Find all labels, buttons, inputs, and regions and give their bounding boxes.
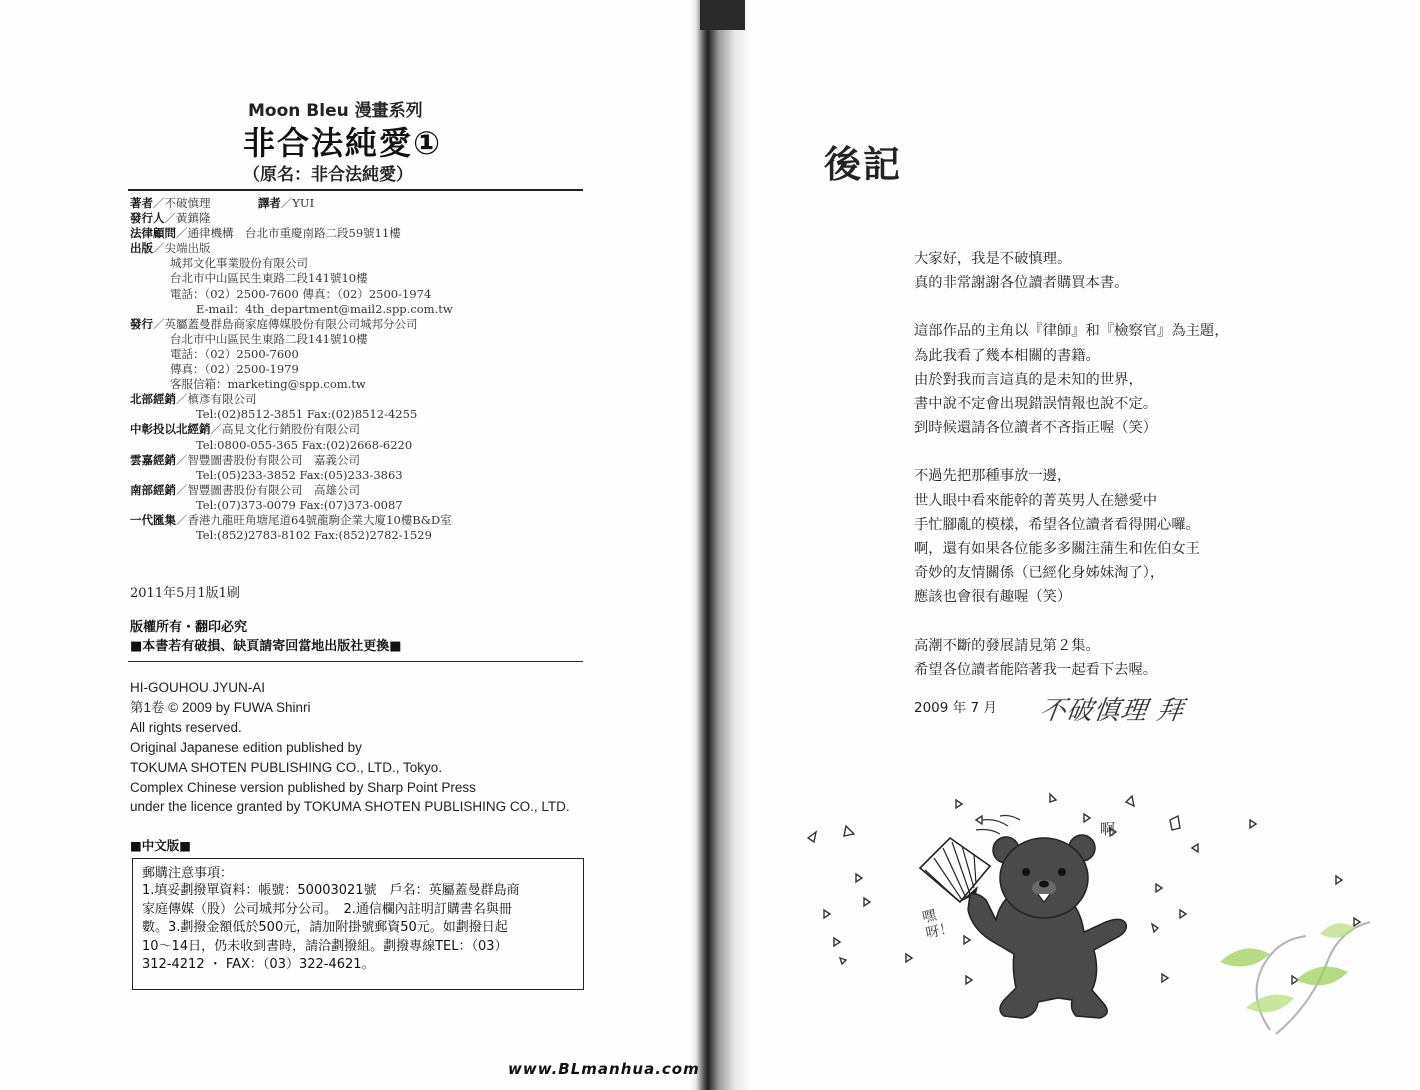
- afterword-text: [914, 247, 1334, 706]
- copyright-line: HI-GOUHOU JYUN-AI: [130, 680, 265, 695]
- fan-icon: [920, 838, 990, 902]
- afterword-line: 到時候還請各位讀者不吝指正喔（笑）: [914, 420, 1158, 437]
- afterword-line: 真的非常謝謝各位讀者購買本書。: [914, 275, 1129, 292]
- legal-label: 法律顧問: [130, 226, 176, 241]
- copyright-line: under the licence granted by TOKUMA SHOTEN PUBLISHING CO., LTD.: [130, 799, 570, 815]
- distributor-row: [130, 513, 610, 528]
- bear-illustration: [800, 790, 1380, 1040]
- rights-divider: [128, 661, 583, 662]
- distributor-contact: Tel:(05)233-3852 Fax:(05)233-3863: [196, 467, 403, 482]
- distributor-contact: Tel:(02)8512-3851 Fax:(02)8512-4255: [196, 407, 418, 422]
- afterword-line: 高潮不斷的發展請見第２集。: [914, 637, 1100, 654]
- afterword-line: 為此我看了幾本相關的書籍。: [914, 347, 1100, 364]
- distributor-label: 中彰投以北經銷: [130, 422, 211, 437]
- legal-name: ／通律機構 台北市重慶南路二段59號11樓: [176, 226, 401, 241]
- publisher-label: 發行人: [130, 211, 165, 226]
- afterword-line: 應該也會很有趣喔（笑）: [914, 589, 1072, 606]
- translator-label: 譯者: [257, 196, 281, 210]
- afterword-line: 大家好，我是不破慎理。: [914, 251, 1072, 267]
- mail-order-box: [132, 858, 584, 990]
- distributor-row: [130, 483, 610, 498]
- distributor-row: [130, 422, 610, 437]
- distributor-name: ／香港九龍旺角塘尾道64號龍駒企業大廈10樓B&D室: [176, 512, 452, 527]
- distributor-label: 北部經銷: [130, 392, 176, 407]
- issue-line: 客服信箱：marketing@spp.com.tw: [170, 377, 366, 392]
- afterword-paragraph: [914, 247, 1334, 295]
- distributor-label: 雲嘉經銷: [130, 452, 176, 467]
- credits-block: [130, 196, 610, 543]
- afterword-title: 後記: [824, 143, 902, 186]
- afterword-date: 2009 年 7 月: [914, 700, 997, 716]
- credit-press-row: [130, 241, 610, 256]
- publisher-name: ／黃鎮隆: [164, 211, 211, 226]
- distributor-row: [130, 453, 610, 468]
- afterword-paragraph: [914, 464, 1334, 609]
- press-line: 台北市中山區民生東路二段141號10樓: [170, 271, 368, 286]
- distributor-contact: Tel:(07)373-0079 Fax:(07)373-0087: [196, 497, 403, 512]
- book-gutter: [690, 0, 750, 1090]
- distributor-label: 一代匯集: [130, 512, 176, 527]
- author-name: ／不破慎理: [153, 196, 211, 210]
- afterword-line: 由於對我而言這真的是未知的世界，: [914, 371, 1143, 388]
- press-line: E-mail：4th_department@mail2.spp.com.tw: [196, 301, 453, 316]
- credit-legal-row: [130, 226, 610, 241]
- afterword-line: 手忙腳亂的模樣，希望各位讀者看得開心囉。: [914, 516, 1200, 533]
- series-name: Moon Bleu 漫畫系列: [248, 101, 423, 121]
- distributor-name: ／智豐圖書股份有限公司 嘉義公司: [176, 452, 360, 467]
- shout-text: 啊: [1100, 820, 1116, 838]
- credit-author-row: [130, 196, 610, 211]
- title-divider: [128, 189, 583, 191]
- distributor-row: [130, 392, 610, 407]
- copyright-line: Complex Chinese version published by Sharp Point Press: [130, 779, 476, 795]
- distributor-name: ／智豐圖書股份有限公司 高雄公司: [176, 482, 360, 497]
- rights-line-1: 版權所有・翻印必究: [130, 620, 248, 635]
- translator-name: ／YUI: [280, 196, 315, 210]
- mail-order-body: [142, 882, 583, 975]
- original-title: （原名：非合法純愛）: [243, 165, 413, 185]
- mail-order-line: 數。3.劃撥金額低於500元，請加附掛號郵資50元。如劃撥日起: [142, 920, 508, 936]
- mail-order-line: 1.填妥劃撥單資料：帳號：50003021號 戶名：英屬蓋曼群島商: [142, 883, 520, 898]
- rights-notice: [130, 618, 402, 656]
- gutter-shadow: [700, 0, 745, 30]
- press-line: 城邦文化事業股份有限公司: [170, 256, 308, 271]
- book-title: 非合法純愛①: [243, 124, 443, 162]
- afterword-line: 奇妙的友情關係（已經化身姊妹淘了），: [914, 565, 1165, 582]
- distributor-contact: Tel:(852)2783-8102 Fax:(852)2782-1529: [196, 528, 432, 543]
- publication-date: 2011年5月1版1刷: [130, 586, 240, 601]
- copyright-line: 第1卷 © 2009 by FUWA Shinri: [130, 699, 311, 715]
- afterword-line: 這部作品的主角以『律師』和『檢察官』為主題，: [914, 323, 1229, 340]
- press-name: ／尖端出版: [153, 241, 211, 256]
- afterword-line: 不過先把那種事放一邊，: [914, 468, 1072, 485]
- press-line: 電話：（02）2500-7600 傳真：（02）2500-1974: [170, 286, 432, 301]
- copyright-line: All rights reserved.: [130, 719, 242, 735]
- shout-text: 嘿呀！: [920, 907, 955, 942]
- copyright-line: Original Japanese edition published by: [130, 739, 362, 755]
- credit-issue-row: [130, 317, 610, 332]
- afterword-paragraph: [914, 634, 1334, 682]
- watermark: www.BLmanhua.com: [508, 1060, 700, 1078]
- issue-line: 電話：（02）2500-7600: [170, 346, 299, 361]
- afterword-line: 書中說不定會出現錯誤情報也說不定。: [914, 396, 1158, 413]
- mail-order-heading: 郵購注意事項：: [142, 866, 234, 881]
- distributor-label: 南部經銷: [130, 482, 176, 497]
- mail-order-line: 家庭傳媒（股）公司城邦分公司。 2.通信欄內註明訂購書名與冊: [142, 901, 512, 917]
- author-signature: 不破慎理 拜: [1037, 696, 1187, 726]
- distributor-name: ／槙彥有限公司: [176, 392, 257, 407]
- press-label: 出版: [130, 241, 153, 256]
- copyright-block: [130, 678, 570, 817]
- issue-line: 傳真：（02）2500-1979: [170, 362, 299, 377]
- afterword-line: 啊，還有如果各位能多多關注蒲生和佐伯女王: [914, 541, 1200, 558]
- afterword-line: 世人眼中看來能幹的菁英男人在戀愛中: [914, 492, 1158, 509]
- distributor-contact: Tel:0800-055-365 Fax:(02)2668-6220: [196, 437, 413, 452]
- issue-line: 台北市中山區民生東路二段141號10樓: [170, 331, 368, 346]
- issue-name: ／英屬蓋曼群島商家庭傳媒股份有限公司城邦分公司: [153, 316, 418, 331]
- mail-order-line: 10～14日，仍未收到書時，請洽劃撥組。劃撥專線TEL：（03）: [142, 938, 508, 954]
- afterword-paragraph: [914, 319, 1334, 440]
- issue-label: 發行: [130, 316, 153, 331]
- author-label: 著者: [130, 196, 153, 210]
- copyright-line: TOKUMA SHOTEN PUBLISHING CO., LTD., Tokyo.: [130, 759, 443, 775]
- credit-publisher-row: [130, 211, 610, 226]
- chinese-edition-label: ■中文版■: [130, 838, 192, 853]
- mail-order-line: 312-4212 ・ FAX：（03）322-4621。: [142, 957, 375, 973]
- left-page: [0, 0, 700, 1090]
- distributor-name: ／高見文化行銷股份有限公司: [210, 422, 360, 437]
- rights-line-2: ■本書若有破損、缺頁請寄回當地出版社更換■: [130, 639, 402, 654]
- bear-icon: [968, 835, 1126, 1018]
- afterword-line: 希望各位讀者能陪著我一起看下去喔。: [914, 661, 1158, 678]
